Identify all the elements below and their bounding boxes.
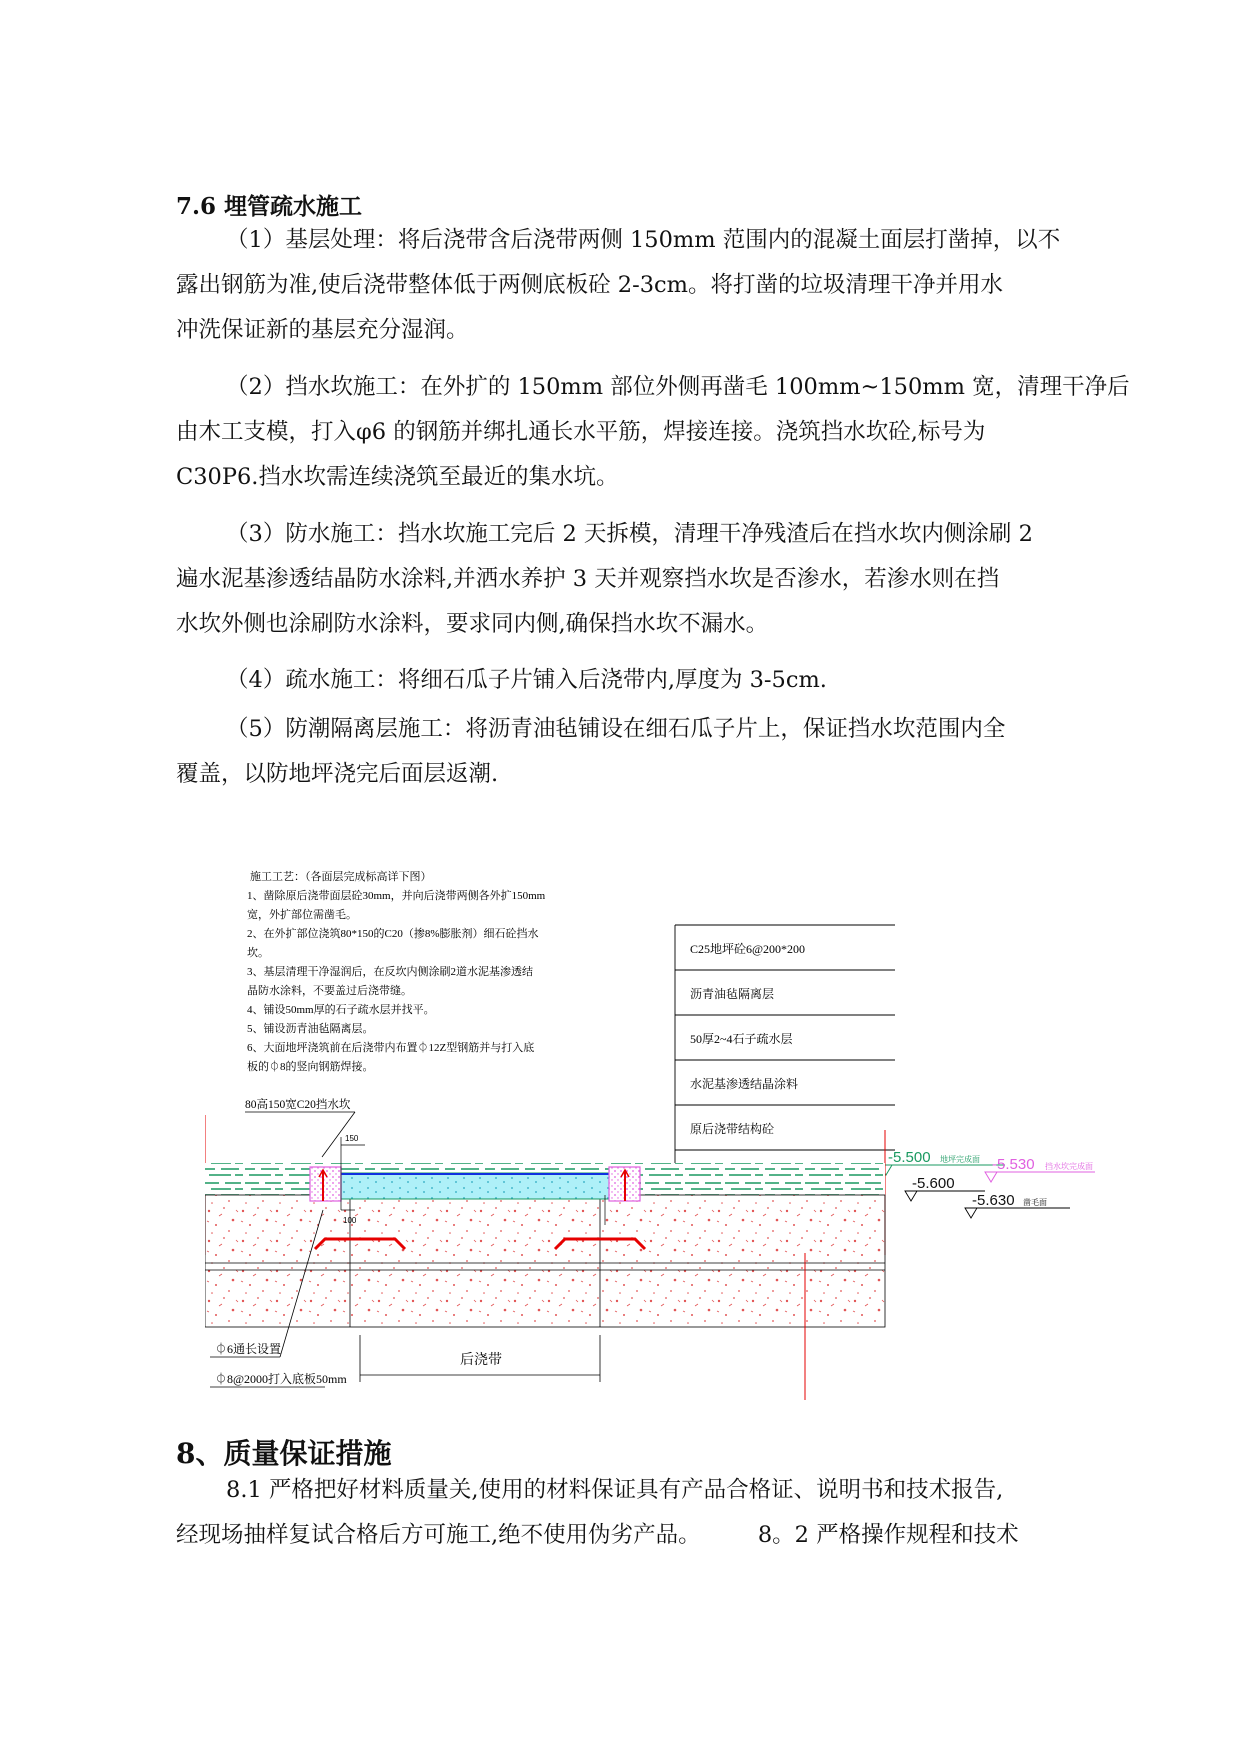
text-line: （1）基层处理：将后浇带含后浇带两侧 150mm 范围内的混凝土面层打凿掉，以不 [226, 227, 1061, 253]
text-line: （5）防潮隔离层施工：将沥青油毡铺设在细石瓜子片上，保证挡水坎范围内全 [226, 716, 1006, 742]
text-line: 8.1 严格把好材料质量关,使用的材料保证具有产品合格证、说明书和技术报告, [226, 1477, 1004, 1503]
layer-label-asphalt-felt: 沥青油毡隔离层 [690, 987, 775, 1001]
elevation-markers [880, 1149, 1095, 1218]
note-line: 2、在外扩部位浇筑80*150的C20（掺8%膨胀剂）细石砼挡水 [247, 928, 539, 940]
text-line: （3）防水施工：挡水坎施工完后 2 天拆模，清理干净残渣后在挡水坎内侧涂刷 2 [226, 521, 1033, 547]
text-line: 遍水泥基渗透结晶防水涂料,并洒水养护 3 天并观察挡水坎是否渗水，若渗水则在挡 [176, 566, 1000, 592]
structural-concrete [205, 1195, 885, 1327]
gravel-drainage-layer [341, 1173, 609, 1199]
paragraph-moisture-barrier [176, 707, 1096, 797]
sill-label: 80高150宽C20挡水坎 [245, 1099, 351, 1111]
floor-concrete-right [635, 1163, 885, 1195]
paragraph-quality-material [176, 1468, 1096, 1558]
section-7-6-heading: 7.6 埋管疏水施工 [176, 193, 363, 220]
note-line: 3、基层清理干净湿润后，在反坎内侧涂刷2道水泥基渗透结 [247, 966, 533, 978]
note-line: 宽，外扩部位需凿毛。 [247, 909, 357, 921]
text-line: （4）疏水施工：将细石瓜子片铺入后浇带内,厚度为 3-5cm. [226, 667, 827, 693]
text-line: 由木工支模，打入φ6 的钢筋并绑扎通长水平筋，焊接连接。浇筑挡水坎砼,标号为 [176, 419, 986, 445]
note-line: 晶防水涂料，不要盖过后浇带缝。 [247, 985, 412, 997]
text-line: 露出钢筋为准,使后浇带整体低于两侧底板砼 2-3cm。将打凿的垃圾清理干净并用水 [176, 272, 1003, 298]
layer-label-floor-concrete: C25地坪砼6@200*200 [690, 942, 806, 956]
note-line: 坎。 [247, 947, 269, 959]
note-line: 4、铺设50mm厚的石子疏水层并找平。 [247, 1004, 435, 1016]
note-line: 6、大面地坪浇筑前在后浇带内布置⏀12Z型钢筋并与打入底 [247, 1042, 535, 1054]
layer-label-original-structure: 原后浇带结构砼 [690, 1122, 775, 1136]
paragraph-drainage [176, 658, 1096, 703]
section-8-heading: 8、质量保证措施 [176, 1437, 392, 1470]
dimension-100: 100 [343, 1216, 357, 1225]
post-pour-band-label: 后浇带 [460, 1353, 502, 1368]
paragraph-water-sill [176, 365, 1130, 500]
level-5500: -5.500 [888, 1149, 931, 1166]
layer-legend-table [675, 925, 895, 1163]
level-5630-note: 凿毛面 [1023, 1198, 1047, 1207]
text-line: （2）挡水坎施工：在外扩的 150mm 部位外侧再凿毛 100mm~150mm 宽，清理干净后 [226, 374, 1130, 400]
level-5530-note: 挡水坎完成面 [1045, 1162, 1093, 1171]
notes-title: 施工工艺：（各面层完成标高详下图） [250, 871, 432, 883]
level-5630: -5.630 [972, 1192, 1015, 1209]
paragraph-base-treatment [176, 218, 1096, 353]
text-line: 经现场抽样复试合格后方可施工,绝不使用伪劣产品。 8。2 严格操作规程和技术 [176, 1522, 1019, 1548]
rebar-note-anchor: ⏀8@2000打入底板50mm [215, 1372, 347, 1386]
floor-concrete-band [310, 1163, 635, 1173]
level-5530: -5.530 [992, 1156, 1035, 1173]
floor-concrete-left [205, 1163, 310, 1195]
note-line: 1、凿除原后浇带面层砼30mm，并向后浇带两侧各外扩150mm [247, 890, 546, 902]
level-5600: -5.600 [912, 1175, 955, 1192]
rebar-note-through: ⏀6通长设置 [215, 1342, 282, 1356]
note-line: 板的⏀8的竖向钢筋焊接。 [247, 1061, 374, 1073]
text-line: C30P6.挡水坎需连续浇筑至最近的集水坑。 [176, 464, 619, 490]
paragraph-waterproofing [176, 512, 1096, 647]
level-5500-note: 地坪完成面 [940, 1155, 980, 1164]
note-line: 5、铺设沥青油毡隔离层。 [247, 1023, 374, 1035]
layer-label-gravel-drainage: 50厚2~4石子疏水层 [690, 1032, 793, 1046]
text-line: 覆盖，以防地坪浇完后面层返潮. [176, 761, 499, 787]
text-line: 冲洗保证新的基层充分湿润。 [176, 317, 469, 343]
construction-section-diagram [205, 815, 1120, 1400]
water-sill-left [310, 1167, 341, 1201]
dimension-150: 150 [345, 1134, 359, 1143]
layer-label-crystalline-coating: 水泥基渗透结晶涂料 [690, 1077, 799, 1091]
text-line: 水坎外侧也涂刷防水涂料，要求同内侧,确保挡水坎不漏水。 [176, 611, 769, 637]
